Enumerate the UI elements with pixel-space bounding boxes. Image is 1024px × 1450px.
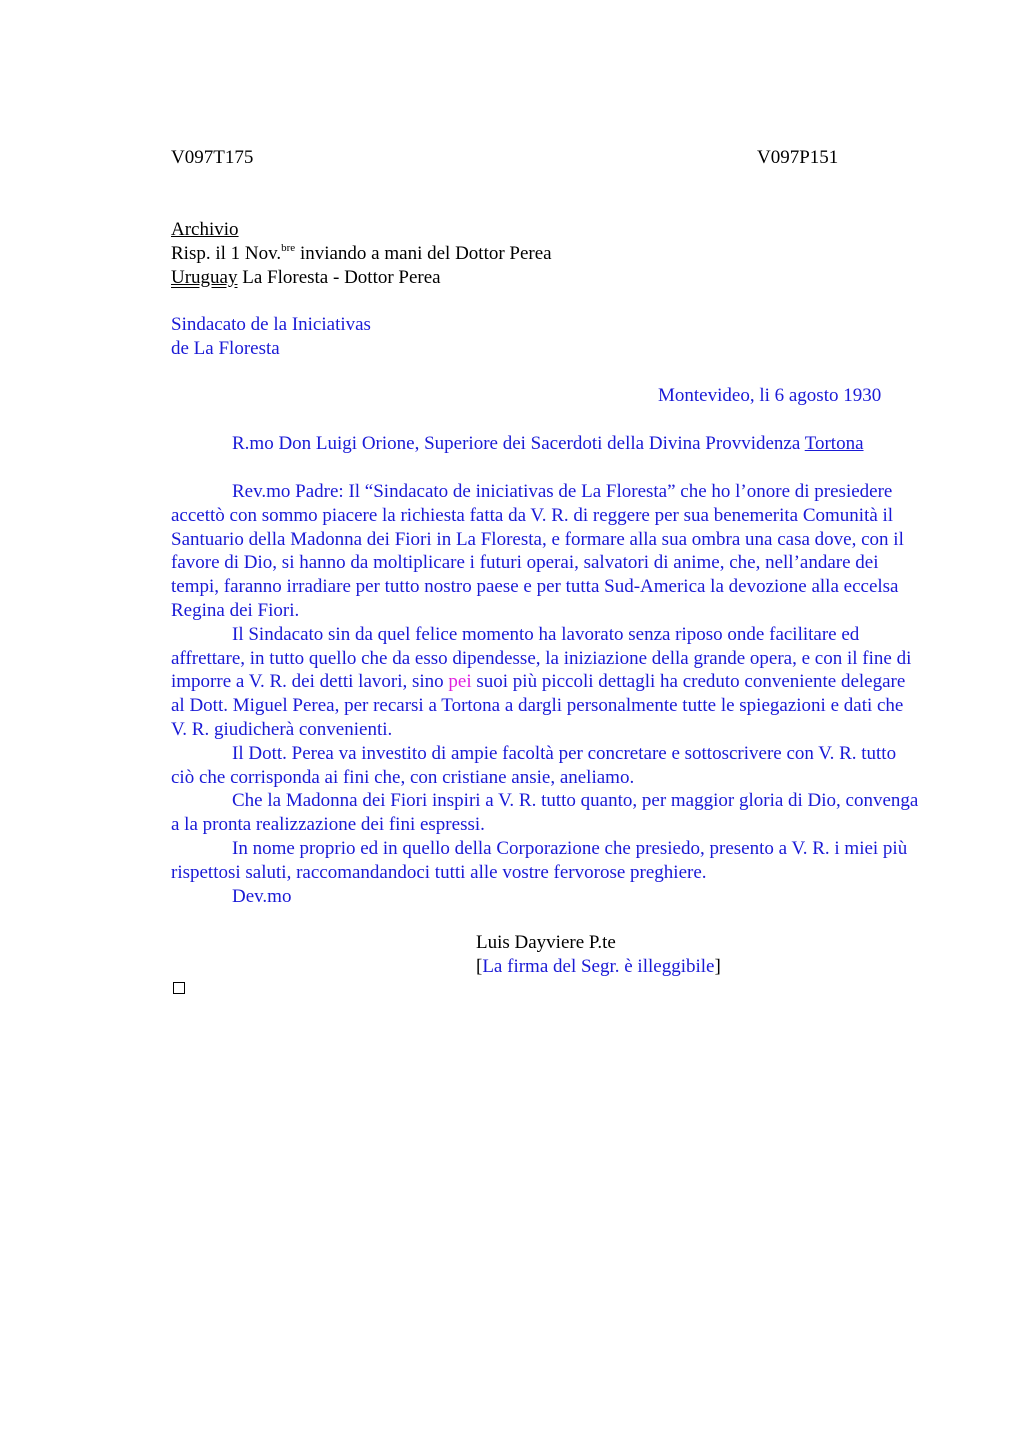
- paragraph-3: Il Dott. Perea va investito di ampie facoltà per concretare e sottoscrivere con V. R. tutto ciò che corrisponda ai fini che, con cristiane ansie, aneliamo.: [171, 742, 897, 788]
- highlighted-word: pei: [448, 671, 472, 693]
- paragraph-1: Rev.mo Padre: Il “Sindacato de iniciativas de La Floresta” che ho l’onore di presiedere accettò con sommo piacere la richiesta fatta da V. R. di reggere per sua benemerita Comunità il Santuario della Madonna dei Fiori in La Floresta, e formare alla sua ombra una casa dove, con il favore di Dio, si hanno da moltiplicare i futuri operai, salvatori di anime, che, nell’andare dei tempi, faranno irradiare per tutto nostro paese e per tutta Sud-America la devozione alla eccelsa Regina dei Fiori.: [171, 481, 904, 621]
- reply-note-suffix: inviando a mani del Dottor Perea: [295, 243, 552, 264]
- illegible-signature-note: La firma del Segr. è illeggibile: [482, 956, 715, 977]
- checkbox-icon: [173, 982, 185, 994]
- addressee-city: Tortona: [804, 433, 864, 454]
- paragraph-4: Che la Madonna dei Fiori inspiri a V. R. tutto quanto, per maggior gloria di Dio, convenga a la pronta realizzazione dei fini espressi.: [171, 790, 919, 836]
- closing: Dev.mo: [232, 885, 292, 907]
- signature-name: Luis Dayviere P.te: [476, 932, 616, 953]
- archive-label: Archivio: [171, 219, 239, 240]
- addressee-text: R.mo Don Luigi Orione, Superiore dei Sacerdoti della Divina Provvidenza: [232, 433, 805, 454]
- location-note: [171, 266, 441, 290]
- signature-note: [476, 955, 721, 979]
- header-left-code: V097T175: [171, 147, 254, 168]
- reply-note-superscript: bre: [281, 242, 296, 254]
- paragraph-2: [171, 623, 923, 742]
- sender-line-2: de La Floresta: [171, 338, 280, 359]
- bracket-close: ]: [714, 956, 721, 977]
- addressee: [232, 432, 864, 456]
- reply-note: [171, 242, 552, 266]
- sender-line-1: Sindacato de la Iniciativas: [171, 314, 371, 335]
- reply-note-prefix: Risp. il 1 Nov.: [171, 243, 282, 264]
- paragraph-5: In nome proprio ed in quello della Corporazione che presiedo, presento a V. R. i miei più rispettosi saluti, raccomandandoci tutti alle vostre fervorose preghiere.: [171, 837, 908, 883]
- place-person-label: La Floresta - Dottor Perea: [237, 267, 441, 288]
- bracket-open: [: [476, 956, 483, 977]
- paragraph-2-part-2: suoi più piccoli dettagli ha creduto conveniente delegare al Dott. Miguel Perea, per recarsi a Tortona a dargli personalmente tutte le spiegazioni e dati che V. R. giudicherà convenienti.: [171, 671, 906, 740]
- dateline: Montevideo, li 6 agosto 1930: [658, 385, 882, 406]
- paragraph-2-part-1: Il Sindacato sin da quel felice momento ha lavorato senza riposo onde facilitare ed affrettare, in tutto quello che da esso dipendesse, la iniziazione della grande opera, e con il fine di imporre a V. R. dei detti lavori, sino: [171, 623, 912, 693]
- letter-body: [171, 480, 923, 908]
- country-label: Uruguay: [171, 267, 238, 288]
- header-right-code: V097P151: [757, 147, 839, 168]
